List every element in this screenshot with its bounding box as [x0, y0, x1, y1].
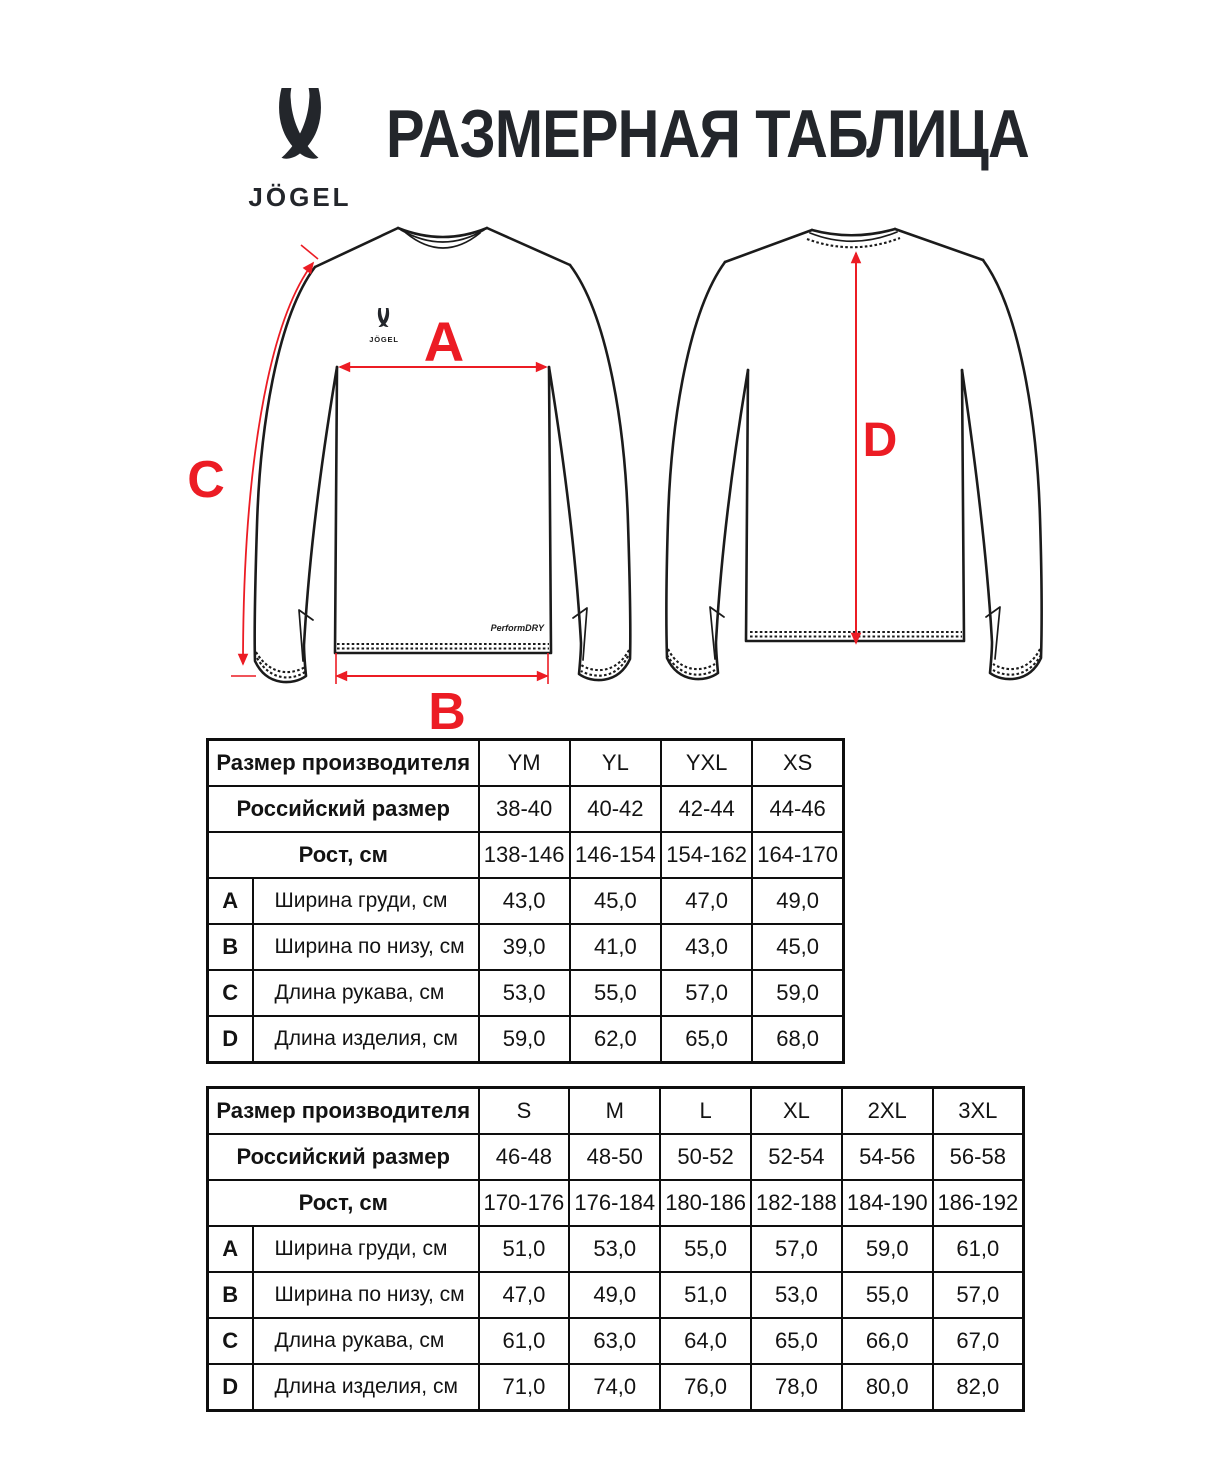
table-cell: 186-192: [933, 1180, 1024, 1226]
size-col-header: M: [569, 1088, 660, 1135]
header-cell: Рост, см: [208, 832, 479, 878]
dimension-label-c: C: [187, 451, 225, 509]
table-cell: 59,0: [479, 1016, 570, 1063]
size-table-youth: [206, 738, 845, 1064]
table-row: [208, 1016, 844, 1063]
table-cell: 80,0: [842, 1364, 933, 1411]
measure-letter: B: [208, 1272, 253, 1318]
table-cell: 78,0: [751, 1364, 842, 1411]
measure-label: Ширина по низу, см: [253, 924, 479, 970]
measure-label: Длина рукава, см: [253, 970, 479, 1016]
table-cell: 146-154: [570, 832, 661, 878]
measure-label: Длина рукава, см: [253, 1318, 479, 1364]
table-row: [208, 786, 844, 832]
table-cell: 53,0: [751, 1272, 842, 1318]
table-cell: 49,0: [569, 1272, 660, 1318]
table-row: [208, 1272, 1024, 1318]
table-cell: 47,0: [661, 878, 752, 924]
table-cell: 51,0: [660, 1272, 751, 1318]
size-table-adult: [206, 1086, 1025, 1412]
table-cell: 39,0: [479, 924, 570, 970]
measure-letter: A: [208, 878, 253, 924]
header-cell: Рост, см: [208, 1180, 479, 1226]
table-cell: 55,0: [660, 1226, 751, 1272]
table-cell: 176-184: [569, 1180, 660, 1226]
size-col-header: YL: [570, 740, 661, 787]
measure-letter: D: [208, 1364, 253, 1411]
table-row: [208, 832, 844, 878]
table-cell: 43,0: [661, 924, 752, 970]
table-cell: 64,0: [660, 1318, 751, 1364]
brand-wordmark: JÖGEL: [248, 182, 352, 212]
back-view: [666, 229, 1041, 679]
front-view: [255, 228, 631, 682]
size-col-header: YM: [479, 740, 570, 787]
measure-letter: B: [208, 924, 253, 970]
chest-logo-text: JÖGEL: [369, 335, 399, 344]
table-cell: 46-48: [479, 1134, 570, 1180]
table-cell: 44-46: [752, 786, 843, 832]
measure-letter: A: [208, 1226, 253, 1272]
table-row: [208, 1180, 1024, 1226]
table-cell: 42-44: [661, 786, 752, 832]
measure-letter: D: [208, 1016, 253, 1063]
page-title: РАЗМЕРНАЯ ТАБЛИЦА: [386, 96, 1029, 172]
size-col-header: L: [660, 1088, 751, 1135]
table-cell: 38-40: [479, 786, 570, 832]
table-cell: 56-58: [933, 1134, 1024, 1180]
measure-letter: C: [208, 970, 253, 1016]
size-diagram: [185, 222, 1085, 737]
table-cell: 61,0: [479, 1318, 570, 1364]
table-cell: 40-42: [570, 786, 661, 832]
table-cell: 59,0: [842, 1226, 933, 1272]
table-cell: 48-50: [569, 1134, 660, 1180]
table-cell: 45,0: [570, 878, 661, 924]
dimension-arrow-c: [243, 263, 313, 664]
measure-letter: C: [208, 1318, 253, 1364]
table-cell: 57,0: [661, 970, 752, 1016]
table-cell: 52-54: [751, 1134, 842, 1180]
chest-jogel-mark-icon: [378, 308, 389, 327]
table-cell: 59,0: [752, 970, 843, 1016]
size-col-header: S: [479, 1088, 570, 1135]
size-col-header: XS: [752, 740, 843, 787]
table-cell: 65,0: [661, 1016, 752, 1063]
front-right-sleeve: [549, 265, 630, 680]
fabric-label: PerformDRY: [490, 623, 544, 633]
table-row: [208, 1134, 1024, 1180]
table-cell: 47,0: [479, 1272, 570, 1318]
table-row: [208, 740, 844, 787]
table-row: [208, 1364, 1024, 1411]
table-cell: 68,0: [752, 1016, 843, 1063]
table-cell: 55,0: [842, 1272, 933, 1318]
table-cell: 67,0: [933, 1318, 1024, 1364]
table-cell: 41,0: [570, 924, 661, 970]
measure-label: Ширина груди, см: [253, 1226, 479, 1272]
header-cell: Размер производителя: [208, 740, 479, 787]
dimension-label-d: D: [862, 414, 898, 467]
table-cell: 71,0: [479, 1364, 570, 1411]
front-torso-outline: [335, 367, 551, 653]
table-cell: 74,0: [569, 1364, 660, 1411]
table-cell: 57,0: [933, 1272, 1024, 1318]
size-col-header: 2XL: [842, 1088, 933, 1135]
table-cell: 66,0: [842, 1318, 933, 1364]
table-cell: 53,0: [479, 970, 570, 1016]
table-cell: 57,0: [751, 1226, 842, 1272]
brand-logo: [238, 86, 362, 216]
size-col-header: YXL: [661, 740, 752, 787]
table-cell: 43,0: [479, 878, 570, 924]
table-cell: 49,0: [752, 878, 843, 924]
table-cell: 51,0: [479, 1226, 570, 1272]
table-cell: 82,0: [933, 1364, 1024, 1411]
header-cell: Размер производителя: [208, 1088, 479, 1135]
header-cell: Российский размер: [208, 786, 479, 832]
size-col-header: XL: [751, 1088, 842, 1135]
table-row: [208, 1088, 1024, 1135]
dimension-label-b: B: [428, 683, 466, 737]
back-left-sleeve: [666, 262, 748, 679]
table-cell: 138-146: [479, 832, 570, 878]
table-cell: 53,0: [569, 1226, 660, 1272]
table-cell: 170-176: [479, 1180, 570, 1226]
table-row: [208, 878, 844, 924]
table-cell: 61,0: [933, 1226, 1024, 1272]
table-cell: 184-190: [842, 1180, 933, 1226]
table-cell: 55,0: [570, 970, 661, 1016]
front-left-sleeve: [255, 267, 337, 682]
measure-label: Длина изделия, см: [253, 1016, 479, 1063]
table-cell: 180-186: [660, 1180, 751, 1226]
table-row: [208, 970, 844, 1016]
table-cell: 164-170: [752, 832, 843, 878]
table-cell: 50-52: [660, 1134, 751, 1180]
table-cell: 65,0: [751, 1318, 842, 1364]
table-cell: 154-162: [661, 832, 752, 878]
measure-label: Длина изделия, см: [253, 1364, 479, 1411]
table-cell: 76,0: [660, 1364, 751, 1411]
size-col-header: 3XL: [933, 1088, 1024, 1135]
back-right-sleeve: [962, 260, 1042, 679]
table-cell: 62,0: [570, 1016, 661, 1063]
table-row: [208, 1226, 1024, 1272]
table-cell: 45,0: [752, 924, 843, 970]
table-row: [208, 1318, 1024, 1364]
dimension-label-a: A: [423, 310, 465, 373]
header-cell: Российский размер: [208, 1134, 479, 1180]
measure-label: Ширина груди, см: [253, 878, 479, 924]
table-cell: 63,0: [569, 1318, 660, 1364]
jogel-v-mark-icon: [279, 88, 321, 159]
table-row: [208, 924, 844, 970]
table-cell: 182-188: [751, 1180, 842, 1226]
measure-label: Ширина по низу, см: [253, 1272, 479, 1318]
table-cell: 54-56: [842, 1134, 933, 1180]
